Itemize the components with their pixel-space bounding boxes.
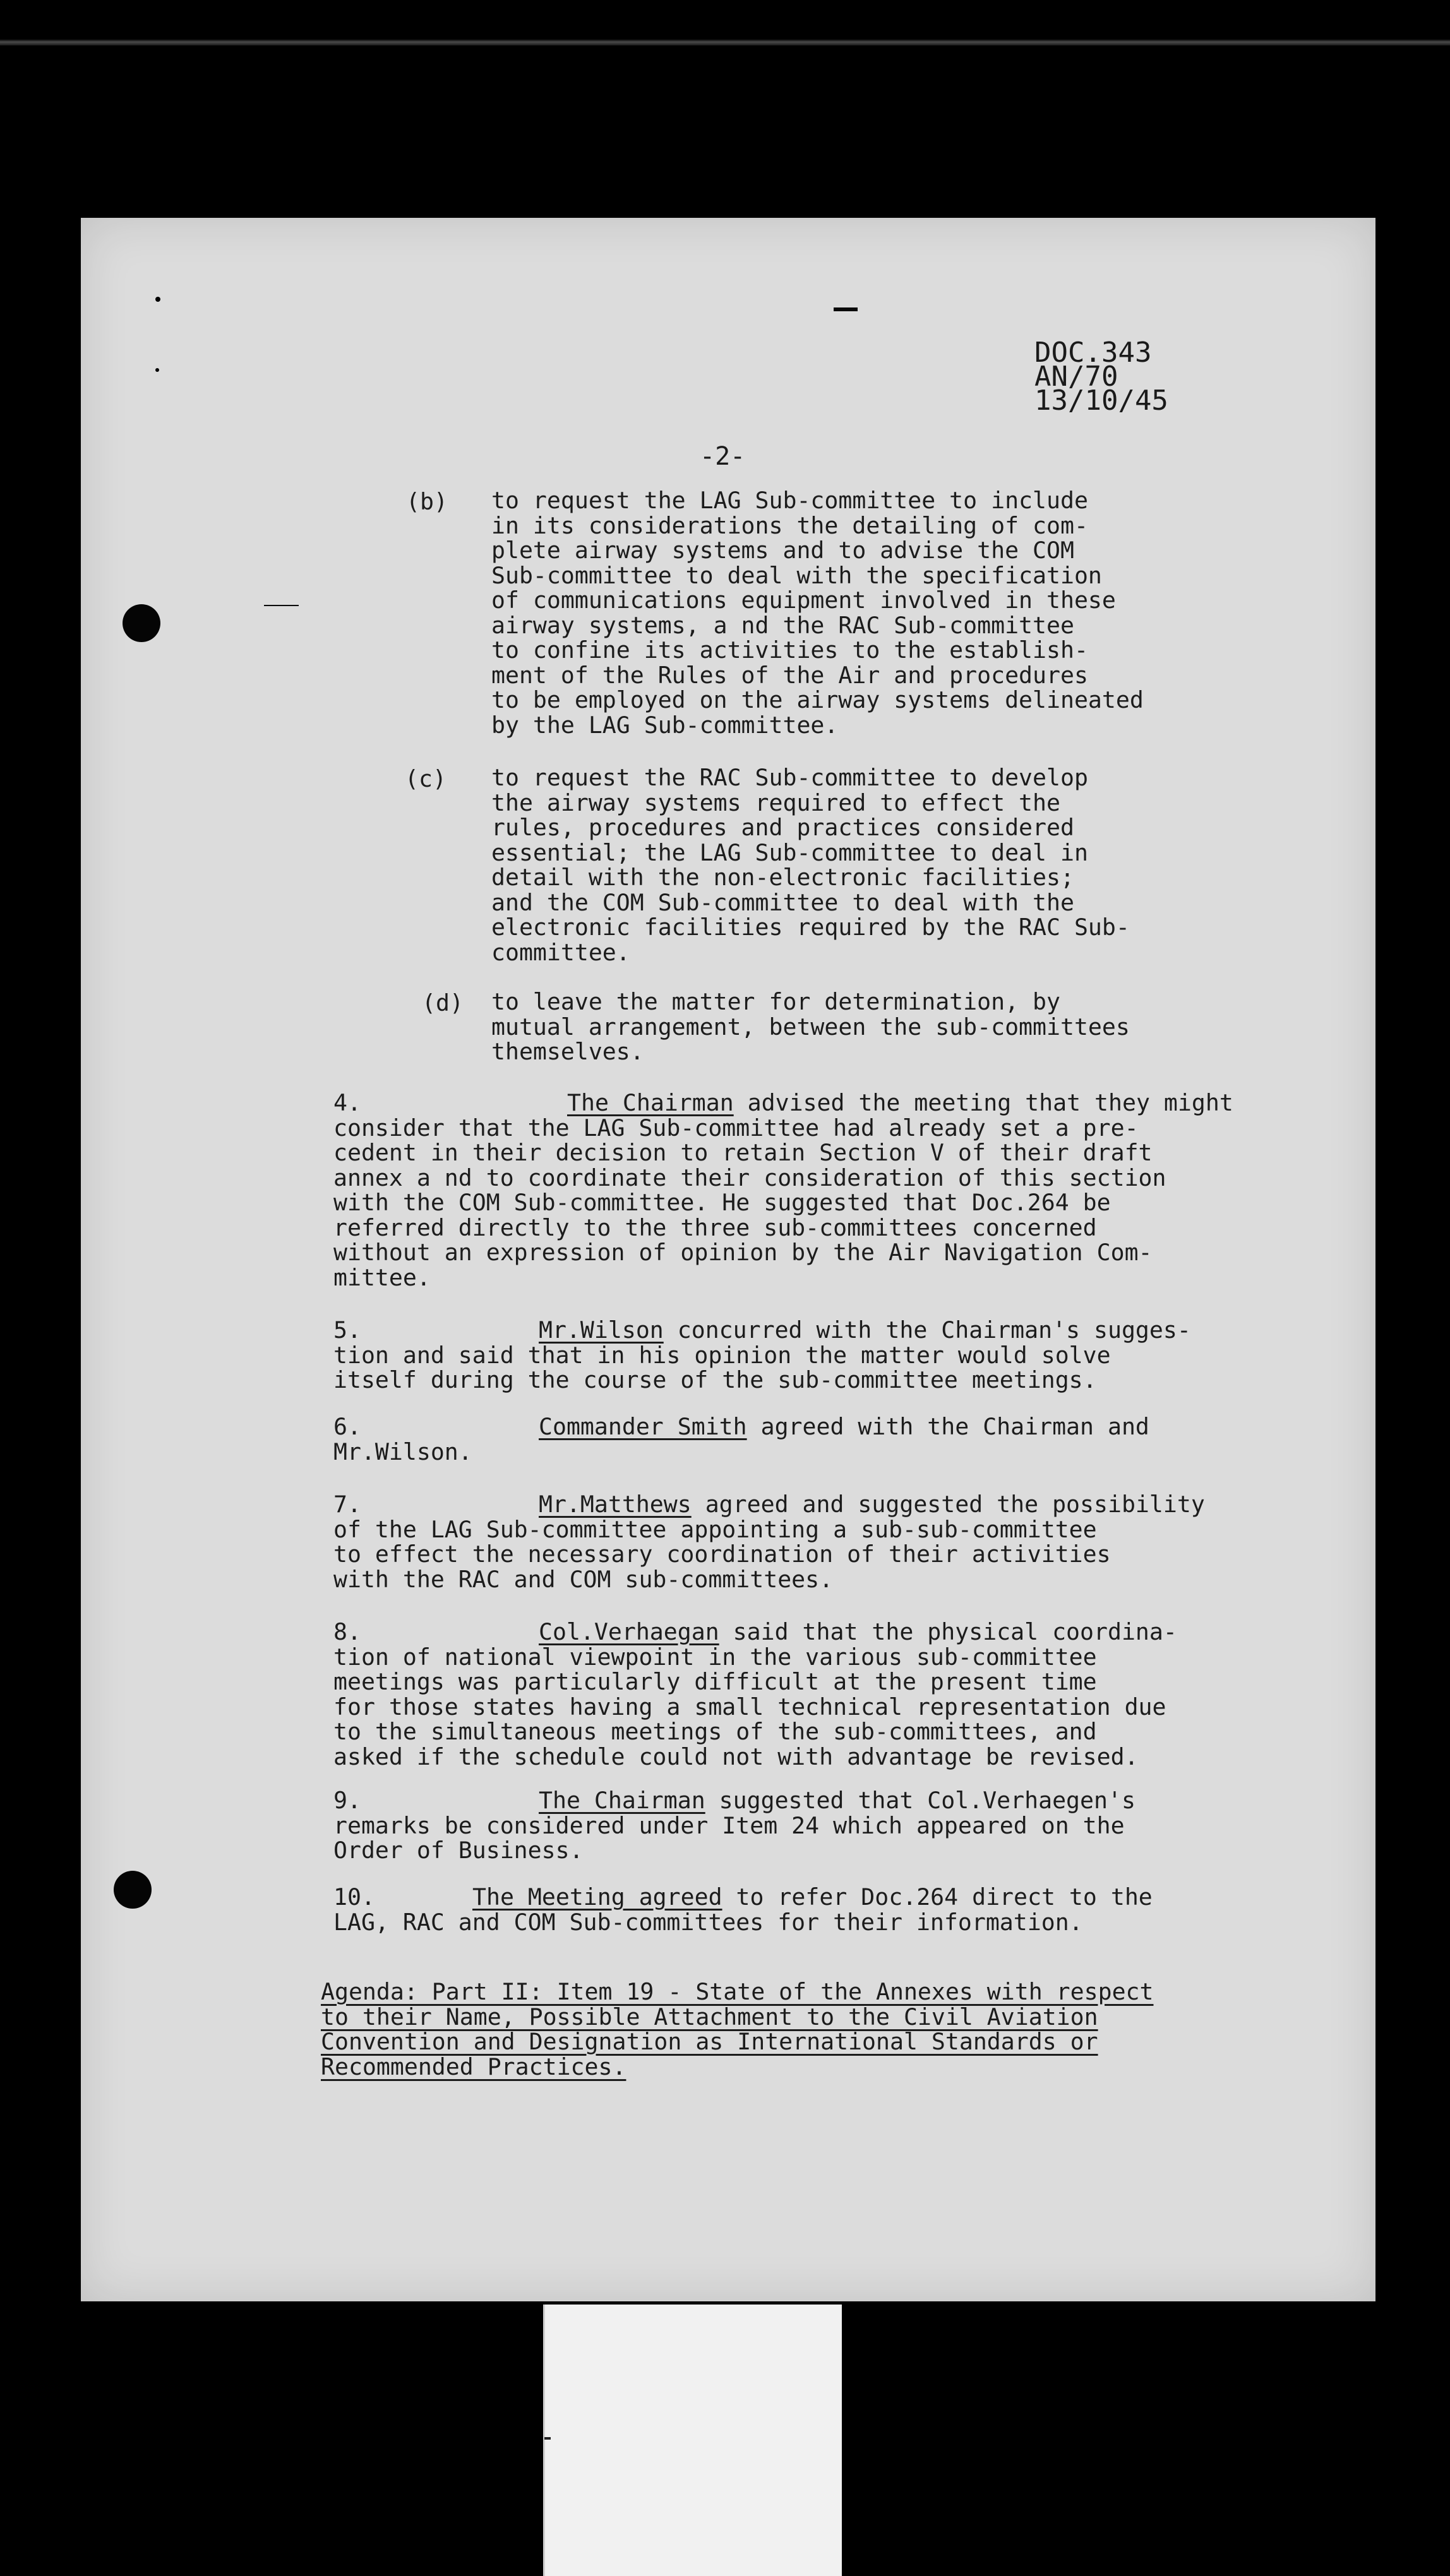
- speaker-name: Col.Verhaegan: [539, 1618, 719, 1645]
- paragraph: [333, 1414, 1338, 1464]
- speaker-name: Mr.Matthews: [539, 1491, 692, 1518]
- paragraph-number: 8.: [333, 1618, 361, 1645]
- paragraph-number: 10.: [333, 1883, 375, 1911]
- subitem-label: (b): [406, 488, 448, 515]
- paragraph: [333, 1788, 1338, 1863]
- stray-mark: [264, 605, 299, 606]
- paragraph: [333, 1492, 1338, 1592]
- target-card: [543, 2305, 842, 2576]
- subitem-label: (d): [422, 989, 464, 1017]
- paragraph-number: 5.: [333, 1316, 361, 1344]
- speaker-name: The Chairman: [567, 1089, 734, 1116]
- paragraph: [333, 1885, 1338, 1935]
- paragraph: [333, 1318, 1338, 1393]
- paragraph-number: 7.: [333, 1491, 361, 1518]
- stray-mark: [834, 307, 858, 311]
- document-page: [81, 218, 1375, 2301]
- paragraph: [333, 1090, 1338, 1290]
- paragraph-number: 9.: [333, 1787, 361, 1814]
- page-number: -2-: [700, 442, 746, 471]
- paragraph-text: advised the meeting that they might consider that the LAG Sub-committee had already set a pre- cedent in their decision to retain Section V of their draft annex a nd to coordinate their consideration of this section with the COM Sub-committee. He suggested that Doc.264 be referred directly to the three sub-committees concerned without an expression of opinion by the Air Navigation Com- mittee.: [333, 1089, 1233, 1291]
- speaker-name: The Chairman: [539, 1787, 705, 1814]
- stray-mark: [155, 297, 160, 302]
- agenda-heading: Agenda: Part II: Item 19 - State of the Annexes with respect to their Name, Possible Attachment to the Civil Aviation Convention and Designation as International Standards or Recommended Practices.: [321, 1978, 1154, 2080]
- document-reference: [1034, 337, 1199, 417]
- punch-hole: [114, 1871, 152, 1909]
- subitem-text: to request the LAG Sub-committee to include in its considerations the detailing of com- plete airway systems and to advise the COM Sub-committee to deal with the specification of communications equipment involved in these airway systems, a nd the RAC Sub-committee to confine its activities to the establish- ment of the Rules of the Air and procedures to be employed on the airway systems delineated by the LAG Sub-committee.: [491, 487, 1144, 739]
- film-top-rule: [0, 39, 1450, 45]
- subitem-text: to leave the matter for determination, by mutual arrangement, between the sub-committees themselves.: [491, 988, 1130, 1065]
- paragraph-number: 6.: [333, 1413, 361, 1440]
- speaker-name: The Meeting agreed: [472, 1883, 722, 1911]
- paragraph-text: to refer Doc.264 direct to the LAG, RAC and COM Sub-committees for their information.: [333, 1883, 1153, 1936]
- stray-mark: [544, 2437, 551, 2440]
- paragraph: [333, 1619, 1338, 1769]
- paragraph-number: 4.: [333, 1089, 361, 1116]
- stray-mark: [155, 368, 159, 372]
- subitem-label: (c): [405, 765, 446, 792]
- doc-number: DOC.343: [1034, 337, 1152, 369]
- paragraph-text: concurred with the Chairman's sugges- tion and said that in his opinion the matter would solve itself during the course of the sub-committee meetings.: [333, 1316, 1191, 1393]
- paragraph-text: agreed and suggested the possibility of the LAG Sub-committee appointing a sub-sub-committee to effect the necessary coordination of their activities with the RAC and COM sub-committees.: [333, 1491, 1205, 1593]
- speaker-name: Commander Smith: [539, 1413, 747, 1440]
- paragraph-text: agreed with the Chairman and Mr.Wilson.: [333, 1413, 1149, 1465]
- punch-hole: [123, 604, 160, 642]
- paragraph-text: said that the physical coordina- tion of national viewpoint in the various sub-committee meetings was particularly difficult at the present time for those states having a small technical representation due to the simultaneous meetings of the sub-committees, and asked if the schedule could not with advantage be revised.: [333, 1618, 1177, 1770]
- subitem-text: to request the RAC Sub-committee to develop the airway systems required to effect the rules, procedures and practices considered essential; the LAG Sub-committee to deal in detail with the non-electronic facilities; and the COM Sub-committee to deal with the electronic facilities required by the RAC Sub- committee.: [491, 764, 1130, 966]
- doc-series: AN/70: [1034, 361, 1118, 393]
- paragraph-text: suggested that Col.Verhaegen's remarks be considered under Item 24 which appeared on the Order of Business.: [333, 1787, 1135, 1864]
- speaker-name: Mr.Wilson: [539, 1316, 664, 1344]
- doc-date: 13/10/45: [1034, 385, 1168, 417]
